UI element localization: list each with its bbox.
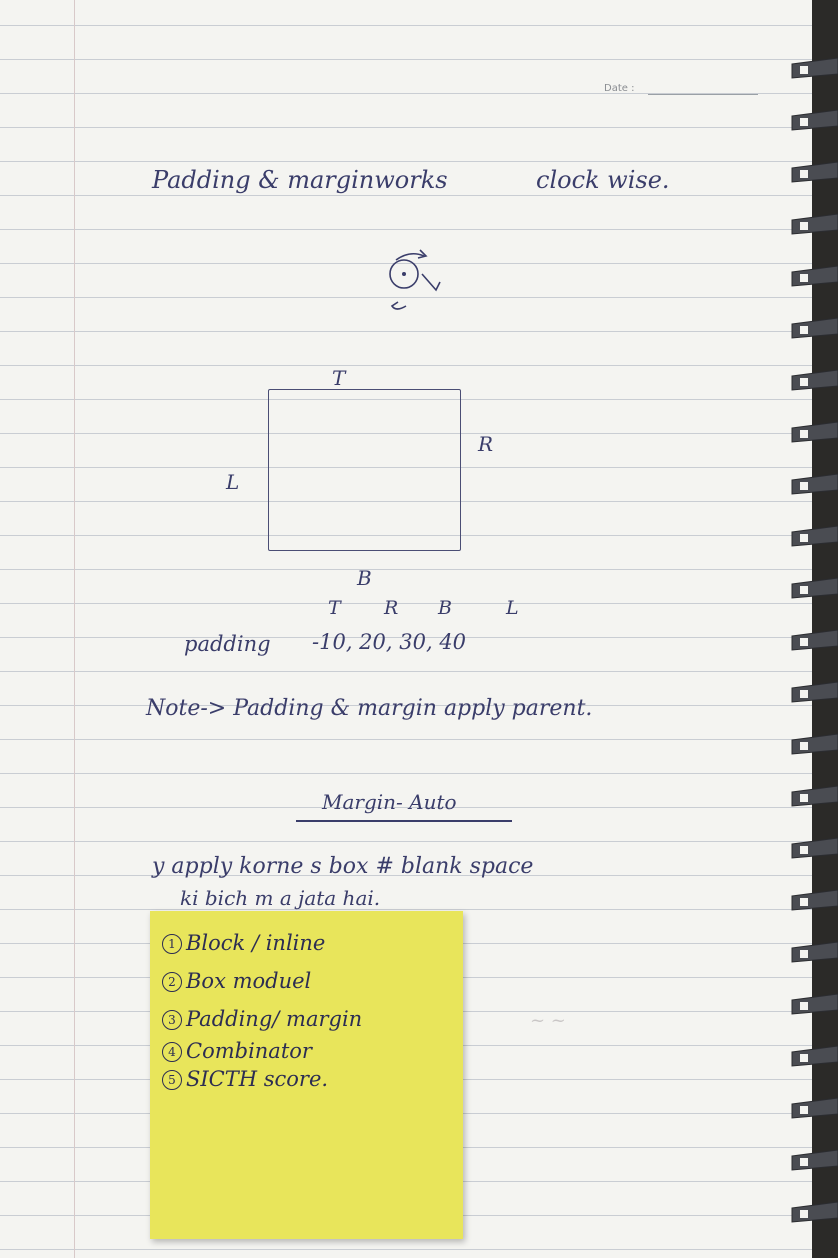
sticky-item: 5 SICTH score. [162, 1067, 328, 1091]
sticky-item: 1 Block / inline [162, 931, 325, 955]
heading-part1: Padding & marginworks [152, 166, 448, 194]
diagram-top-label: T [332, 366, 346, 390]
sticky-item: 2 Box moduel [162, 969, 311, 993]
sticky-note [150, 911, 463, 1239]
padding-header-l: L [506, 597, 519, 619]
diagram-bottom-label: B [357, 566, 372, 590]
box-model-diagram [268, 389, 461, 551]
padding-label: padding [184, 632, 271, 656]
subheading-margin-auto: Margin- Auto [322, 790, 457, 814]
auto-text-line2: ki bich m a jata hai. [180, 886, 381, 910]
date-line [648, 94, 758, 95]
padding-header-r: R [384, 597, 399, 619]
subheading-underline [296, 820, 512, 822]
note-text: Note-> Padding & margin apply parent. [146, 696, 593, 721]
padding-header-t: T [328, 597, 341, 619]
sticky-item: 4 Combinator [162, 1039, 312, 1063]
date-label: Date : [604, 83, 635, 94]
diagram-right-label: R [478, 432, 494, 456]
diagram-left-label: L [226, 470, 240, 494]
padding-header-b: B [438, 597, 452, 619]
heading-part2: clock wise. [536, 166, 670, 194]
auto-text-line1: y apply korne s box # blank space [152, 854, 534, 879]
sticky-item: 3 Padding/ margin [162, 1007, 362, 1031]
padding-values: -10, 20, 30, 40 [312, 630, 467, 654]
clockwise-arrow-icon [380, 244, 460, 316]
bleed-through-mark: ~ ~ [530, 1010, 566, 1031]
